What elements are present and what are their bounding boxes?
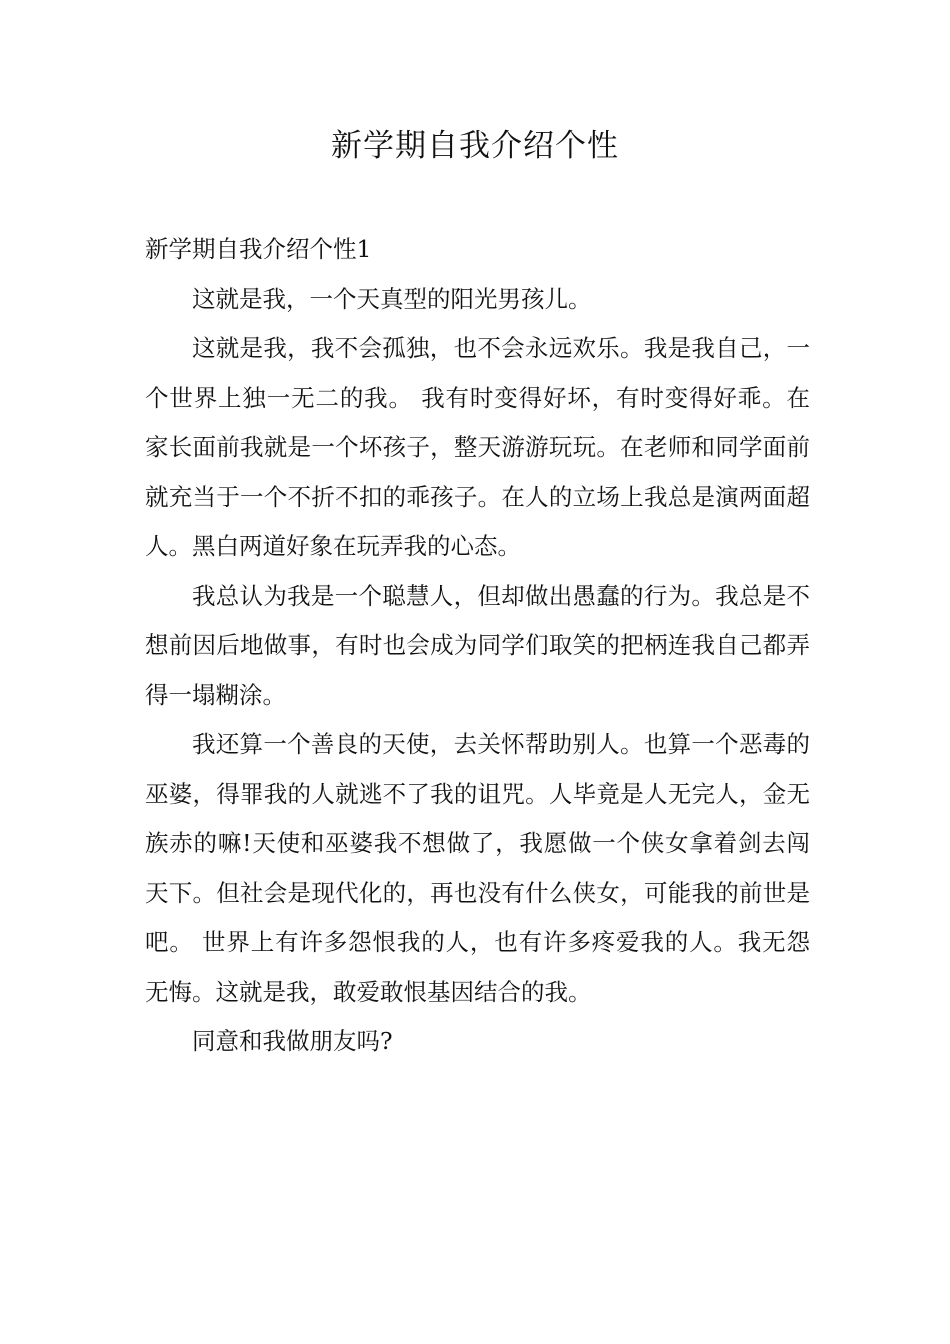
paragraph-5: 同意和我做朋友吗?	[192, 1027, 393, 1055]
paragraph-2: 这就是我，我不会孤独，也不会永远欢乐。我是我自己，一个世界上独一无二的我。 我有时变得好坏，有时变得好乖。在家长面前我就是一个坏孩子，整天游游玩玩。在老师和同学面前就充当于一个不折不扣的乖孩子。在人的立场上我总是演两面超人。黑白两道好象在玩弄我的心态。	[145, 334, 810, 560]
paragraph-3: 我总认为我是一个聪慧人，但却做出愚蠢的行为。我总是不想前因后地做事，有时也会成为同学们取笑的把柄连我自己都弄得一塌糊涂。	[145, 581, 810, 709]
section-heading: 新学期自我介绍个性1	[145, 235, 372, 263]
paragraph-4: 我还算一个善良的天使，去关怀帮助别人。也算一个恶毒的巫婆，得罪我的人就逃不了我的诅咒。人毕竟是人无完人，金无族赤的嘛!天使和巫婆我不想做了，我愿做一个侠女拿着剑去闯天下。但社会是现代化的，再也没有什么侠女，可能我的前世是吧。 世界上有许多怨恨我的人，也有许多疼爱我的人。我无怨无悔。这就是我，敢爱敢恨基因结合的我。	[145, 730, 810, 1006]
document-body	[145, 225, 810, 1067]
document-title: 新学期自我介绍个性	[331, 128, 619, 164]
paragraph-1: 这就是我，一个天真型的阳光男孩儿。	[192, 284, 592, 313]
